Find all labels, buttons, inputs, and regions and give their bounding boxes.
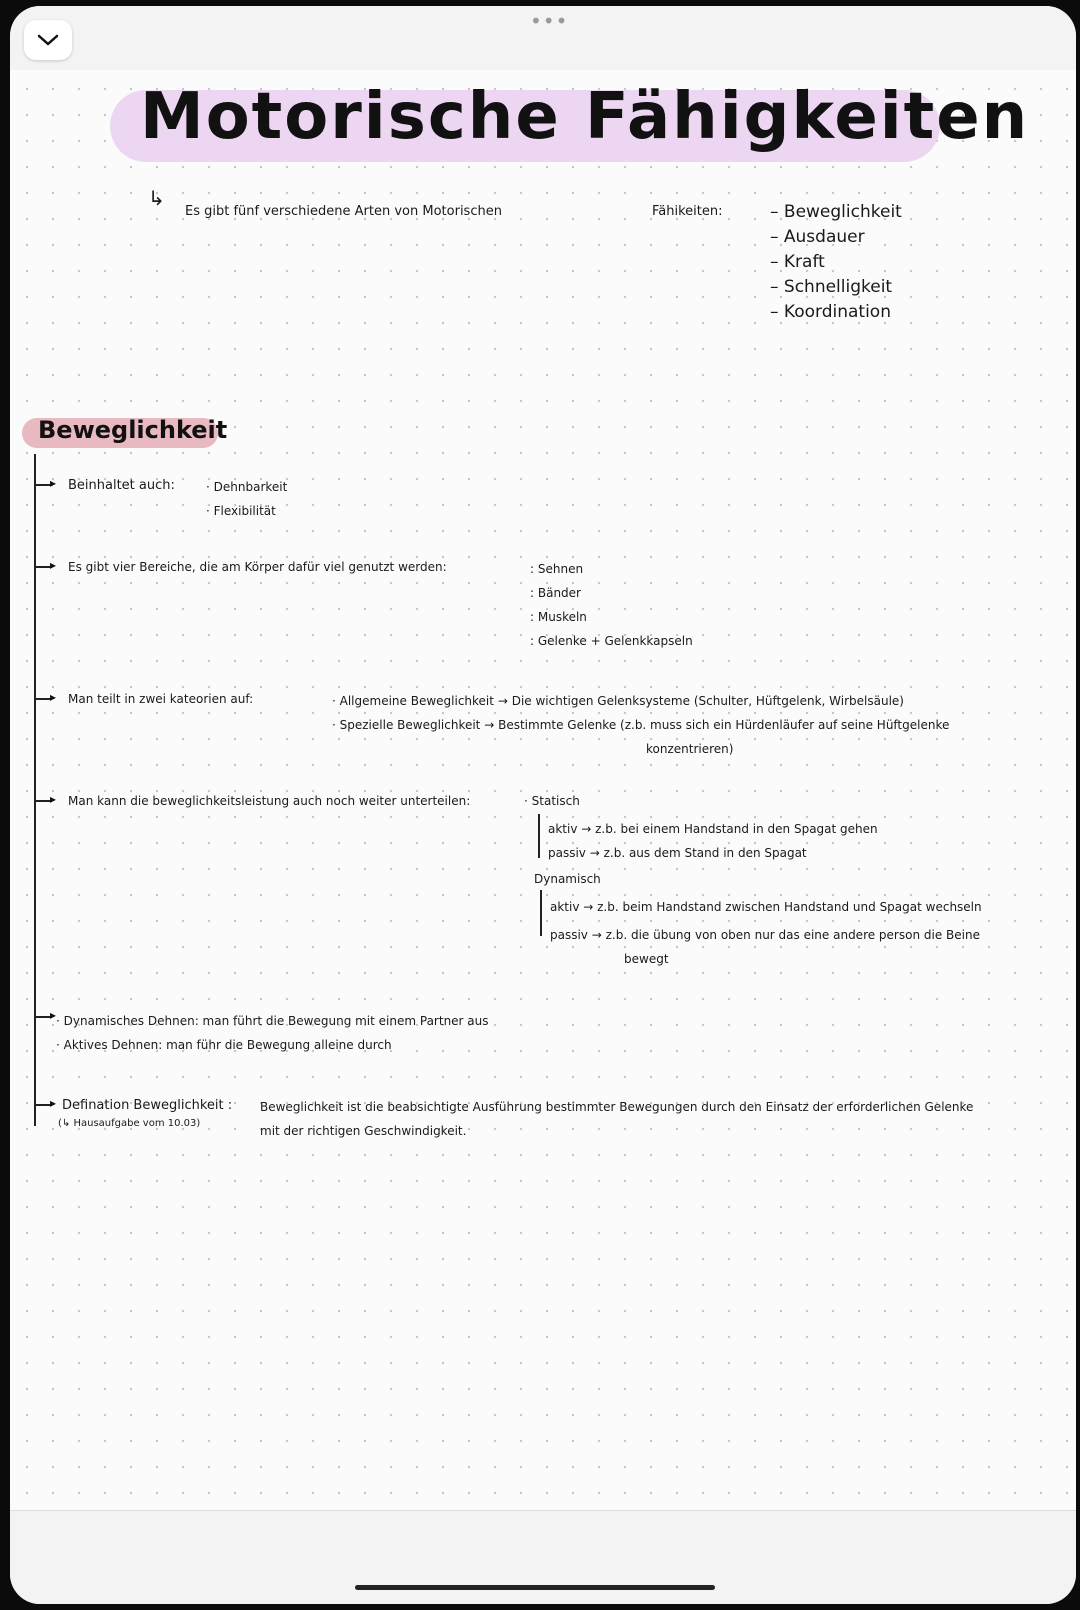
list-item: : Bänder	[530, 586, 581, 600]
dynamisch-passiv: passiv → z.b. die übung von oben nur das eine andere person die Beine	[550, 928, 980, 942]
note-page[interactable]	[10, 70, 1076, 1510]
kategorie-speziell: · Spezielle Beweglichkeit → Bestimmte Gelenke (z.b. muss sich ein Hürdenläufer auf seine Hüftgelenke	[332, 718, 950, 732]
statisch-passiv: passiv → z.b. aus dem Stand in den Spagat	[548, 846, 807, 860]
tree-line	[540, 890, 542, 936]
list-item: : Muskeln	[530, 610, 587, 624]
bereiche-text: Es gibt vier Bereiche, die am Körper dafür viel genutzt werden:	[68, 560, 447, 574]
list-item: – Koordination	[770, 302, 891, 322]
more-options-icon[interactable]: •••	[530, 9, 569, 33]
section-title: Beweglichkeit	[38, 416, 228, 444]
arrow-icon: ▸	[50, 792, 57, 806]
definition-note: (↳ Hausaufgabe vom 10.03)	[58, 1118, 201, 1129]
list-item: · Flexibilität	[206, 504, 276, 518]
list-item: : Sehnen	[530, 562, 584, 576]
page-title: Motorische Fähigkeiten	[140, 80, 1030, 154]
arrow-icon: ▸	[50, 558, 57, 572]
collapse-button[interactable]	[24, 20, 72, 60]
dynamisch-passiv-cont: bewegt	[624, 952, 669, 966]
list-item: · Dehnbarkeit	[206, 480, 288, 494]
statisch-aktiv: aktiv → z.b. bei einem Handstand in den Spagat gehen	[548, 822, 878, 836]
definition-text-cont: mit der richtigen Geschwindigkeit.	[260, 1124, 467, 1138]
top-toolbar	[10, 6, 1076, 71]
list-item: – Kraft	[770, 252, 825, 272]
arrow-icon: ▸	[50, 690, 57, 704]
dynamisch-label: Dynamisch	[534, 872, 601, 886]
dehnen-aktiv: · Aktives Dehnen: man führ die Bewegung alleine durch	[56, 1038, 392, 1052]
leistung-text: Man kann die beweglichkeitsleistung auch noch weiter unterteilen:	[68, 794, 471, 808]
kategorien-text: Man teilt in zwei kateorien auf:	[68, 692, 254, 706]
list-item: – Beweglichkeit	[770, 202, 902, 222]
intro-label: Fähikeiten:	[652, 204, 723, 219]
list-item: – Ausdauer	[770, 227, 865, 247]
definition-label: Defination Beweglichkeit :	[62, 1098, 233, 1113]
arrow-right-icon: →	[497, 694, 508, 708]
statisch-label: · Statisch	[524, 794, 580, 808]
tree-line	[34, 454, 36, 1126]
list-item: – Schnelligkeit	[770, 277, 893, 297]
dynamisch-aktiv: aktiv → z.b. beim Handstand zwischen Handstand und Spagat wechseln	[550, 900, 982, 914]
home-indicator[interactable]	[355, 1585, 715, 1590]
kategorie-speziell-cont: konzentrieren)	[646, 742, 734, 756]
arrow-icon: ▸	[50, 1096, 57, 1110]
kategorie-allgemein: · Allgemeine Beweglichkeit → Die wichtigen Gelenksysteme (Schulter, Hüftgelenk, Wirbelsäule)	[332, 694, 904, 708]
beinhaltet-label: Beinhaltet auch:	[68, 478, 175, 493]
app-screen	[10, 6, 1076, 1604]
tree-line	[538, 814, 540, 858]
chevron-down-icon	[37, 34, 59, 46]
list-item: : Gelenke + Gelenkkapseln	[530, 634, 693, 648]
bottom-bar	[10, 1510, 1076, 1604]
arrow-icon: ▸	[50, 476, 57, 490]
arrow-icon: ▸	[50, 1008, 57, 1022]
dehnen-dynamisch: · Dynamisches Dehnen: man führt die Bewegung mit einem Partner aus	[56, 1014, 489, 1028]
arrow-right-icon: →	[484, 718, 495, 732]
intro-arrow-icon: ↳	[148, 186, 165, 210]
intro-text: Es gibt fünf verschiedene Arten von Motorischen	[185, 204, 502, 219]
definition-text: Beweglichkeit ist die beabsichtigte Ausführung bestimmter Bewegungen durch den Einsatz der erforderlichen Gelenke	[260, 1100, 974, 1114]
